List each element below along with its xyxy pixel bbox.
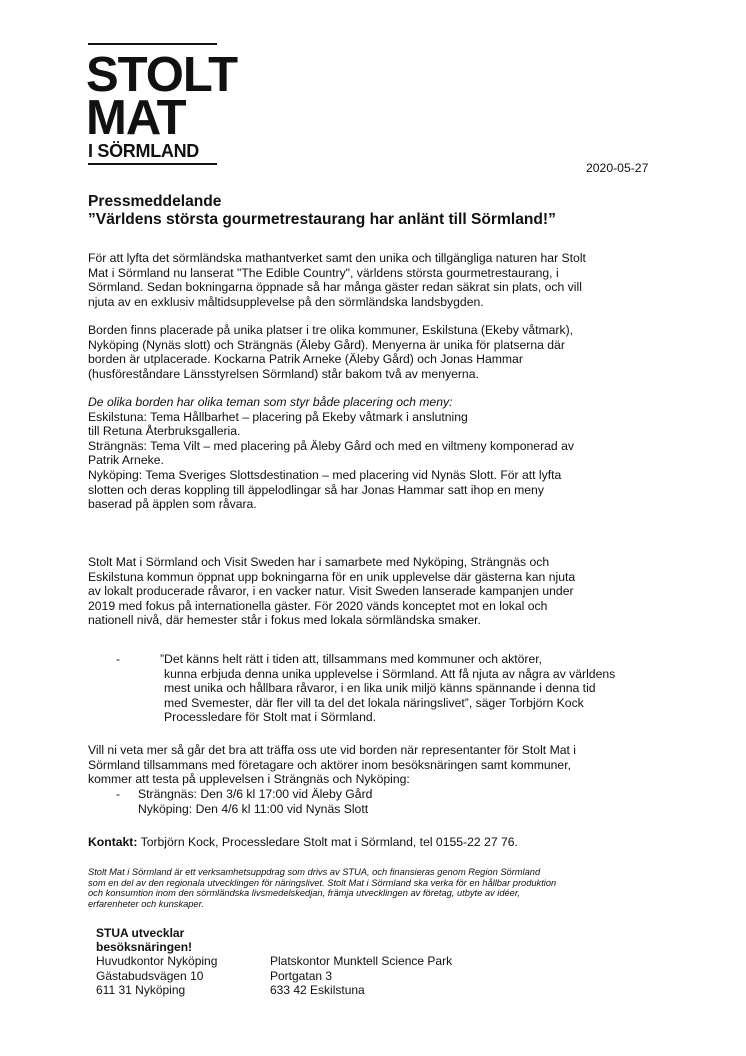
text-line: Patrik Arneke. — [88, 453, 164, 468]
collab-paragraph — [88, 555, 668, 628]
text-line: (husföreståndare Länsstyrelsen Sörmland) står bakom två av menyerna. — [88, 366, 479, 381]
text-line: njuta av en exklusiv måltidsupplevelse på den sörmländska landsbygden. — [88, 294, 484, 309]
footer-line: erfarenheter och kunskaper. — [88, 899, 204, 910]
visit-paragraph — [88, 743, 668, 787]
footer-line: och konsumtion inom den sörmländska livsmedelskedjan, främja utvecklingen av företag, utbyte av idéer, — [88, 888, 521, 899]
footer-note — [88, 867, 668, 910]
contact-label: Kontakt: — [88, 835, 138, 849]
themes-intro: De olika borden har olika teman som styr både placering och meny: — [88, 395, 453, 409]
text-line: nationell nivå, där hemester står i fokus med lokala sörmländska smaker. — [88, 613, 481, 628]
quote-line: med Svemester, där fler vill ta del det lokala näringslivet”, säger Torbjörn Kock — [164, 695, 584, 710]
text-line: Vill ni veta mer så går det bra att träffa oss ute vid borden när representanter för Stolt Mat i — [88, 743, 576, 757]
address-line: Platskontor Munktell Science Park — [270, 954, 453, 969]
text-line: Stolt Mat i Sörmland och Visit Sweden har i samarbete med Nyköping, Strängnäs och — [88, 555, 550, 569]
text-line: Strängnäs: Tema Vilt – med placering på Äleby Gård och med en viltmeny komponerad av — [88, 438, 574, 453]
org-address — [96, 926, 217, 997]
footer-line: Stolt Mat i Sörmland är ett verksamhetsuppdrag som drivs av STUA, och finansieras genom Region Sörmland — [88, 867, 541, 877]
bullet-dash: - — [116, 652, 121, 666]
intro-paragraph — [88, 251, 668, 309]
page-title — [88, 193, 556, 229]
text-line: borden är utplacerade. Kockarna Patrik Arneke (Äleby Gård) och Jonas Hammar — [88, 352, 523, 367]
logo-line-stolt: STOLT — [86, 48, 238, 102]
quote-line: Processledare för Stolt mat i Sörmland. — [164, 710, 377, 725]
text-line: Nyköping: Tema Sveriges Slottsdestination – med placering vid Nynäs Slott. För att lyfta — [88, 467, 562, 482]
address-line: Gästabudsvägen 10 — [96, 968, 204, 983]
themes-section — [88, 395, 668, 512]
text-line: av lokalt producerade råvaror, i en vacker natur. Visit Sweden lanserade kampanjen under — [88, 584, 574, 599]
text-line: kommer att testa på upplevelsen i Strängnäs och Nyköping: — [88, 772, 410, 787]
address-line: Portgatan 3 — [270, 968, 333, 983]
logo-line-sormland: I SÖRMLAND — [88, 141, 199, 161]
contact-text: Torbjörn Kock, Processledare Stolt mat i Sörmland, tel 0155-22 27 76. — [137, 835, 518, 849]
logo-top-rule — [88, 43, 217, 45]
quote-line: ”Det känns helt rätt i tiden att, tillsammans med kommuner och aktörer, — [160, 652, 543, 666]
text-line: För att lyfta det sörmländska mathantverket samt den unika och tillgängliga naturen har Stolt — [88, 251, 586, 265]
address-line: 633 42 Eskilstuna — [270, 982, 365, 997]
text-line: Mat i Sörmland nu lanserat "The Edible Country", världens största gourmetrestaurang, i — [88, 265, 559, 280]
quote-line: kunna erbjuda denna unika upplevelse i Sörmland. Att få njuta av några av världens — [164, 666, 616, 681]
text-line: 2019 med fokus på internationella gäster. För 2020 vänds konceptet mot en lokal och — [88, 598, 548, 613]
text-line: Sörmland tillsammans med företagare och aktörer inom besöksnäringen samt kommuner, — [88, 757, 571, 772]
text-line: baserad på äpplen som råvara. — [88, 497, 257, 512]
text-line: Sörmland. Sedan bokningarna öppnade så har många gäster redan säkrat sin plats, och vill — [88, 280, 582, 295]
text-line: Nyköping (Nynäs slott) och Strängnäs (Äleby Gård). Menyerna är unika för platserna där — [88, 337, 565, 352]
logo-line-mat: MAT — [86, 91, 186, 145]
logo-bottom-rule — [88, 163, 217, 165]
text-line: Eskilstuna kommun öppnat upp bokningarna för en unik upplevelse där gästerna kan njuta — [88, 569, 576, 584]
title-line-1: Pressmeddelande — [88, 193, 222, 210]
title-line-2: ”Världens största gourmetrestaurang har anlänt till Sörmland!” — [88, 211, 556, 228]
quote-line: mest unika och hållbara råvaror, i en lika unik miljö känns spännande i denna tid — [164, 681, 596, 696]
address-line: Huvudkontor Nyköping — [96, 954, 218, 969]
text-line: Borden finns placerade på unika platser i tre olika kommuner, Eskilstuna (Ekeby våtmark), — [88, 323, 574, 337]
text-line: slotten och deras koppling till äppelodlingar så har Jonas Hammar satt ihop en meny — [88, 482, 544, 497]
branch-address — [270, 954, 452, 997]
org-name-line-1: STUA utvecklar — [96, 926, 185, 940]
text-line: till Retuna Återbruksgalleria. — [88, 424, 241, 439]
org-name-line-2: besöksnäringen! — [96, 940, 193, 955]
contact-line — [88, 835, 668, 850]
tables-paragraph — [88, 323, 668, 381]
address-line: 611 31 Nyköping — [96, 982, 186, 997]
footer-line: som en del av den regionala utvecklingen för näringslivet. Stolt Mat i Sörmland ska verka för en hållbar produktion — [88, 877, 557, 888]
text-line: Eskilstuna: Tema Hållbarhet – placering på Ekeby våtmark i anslutning — [88, 409, 468, 424]
visit-item: Strängnäs: Den 3/6 kl 17:00 vid Äleby Gård — [138, 787, 373, 801]
document-date: 2020-05-27 — [586, 161, 649, 175]
visit-item: Nyköping: Den 4/6 kl 11:00 vid Nynäs Slott — [138, 801, 369, 816]
bullet-dash: - — [116, 787, 121, 801]
